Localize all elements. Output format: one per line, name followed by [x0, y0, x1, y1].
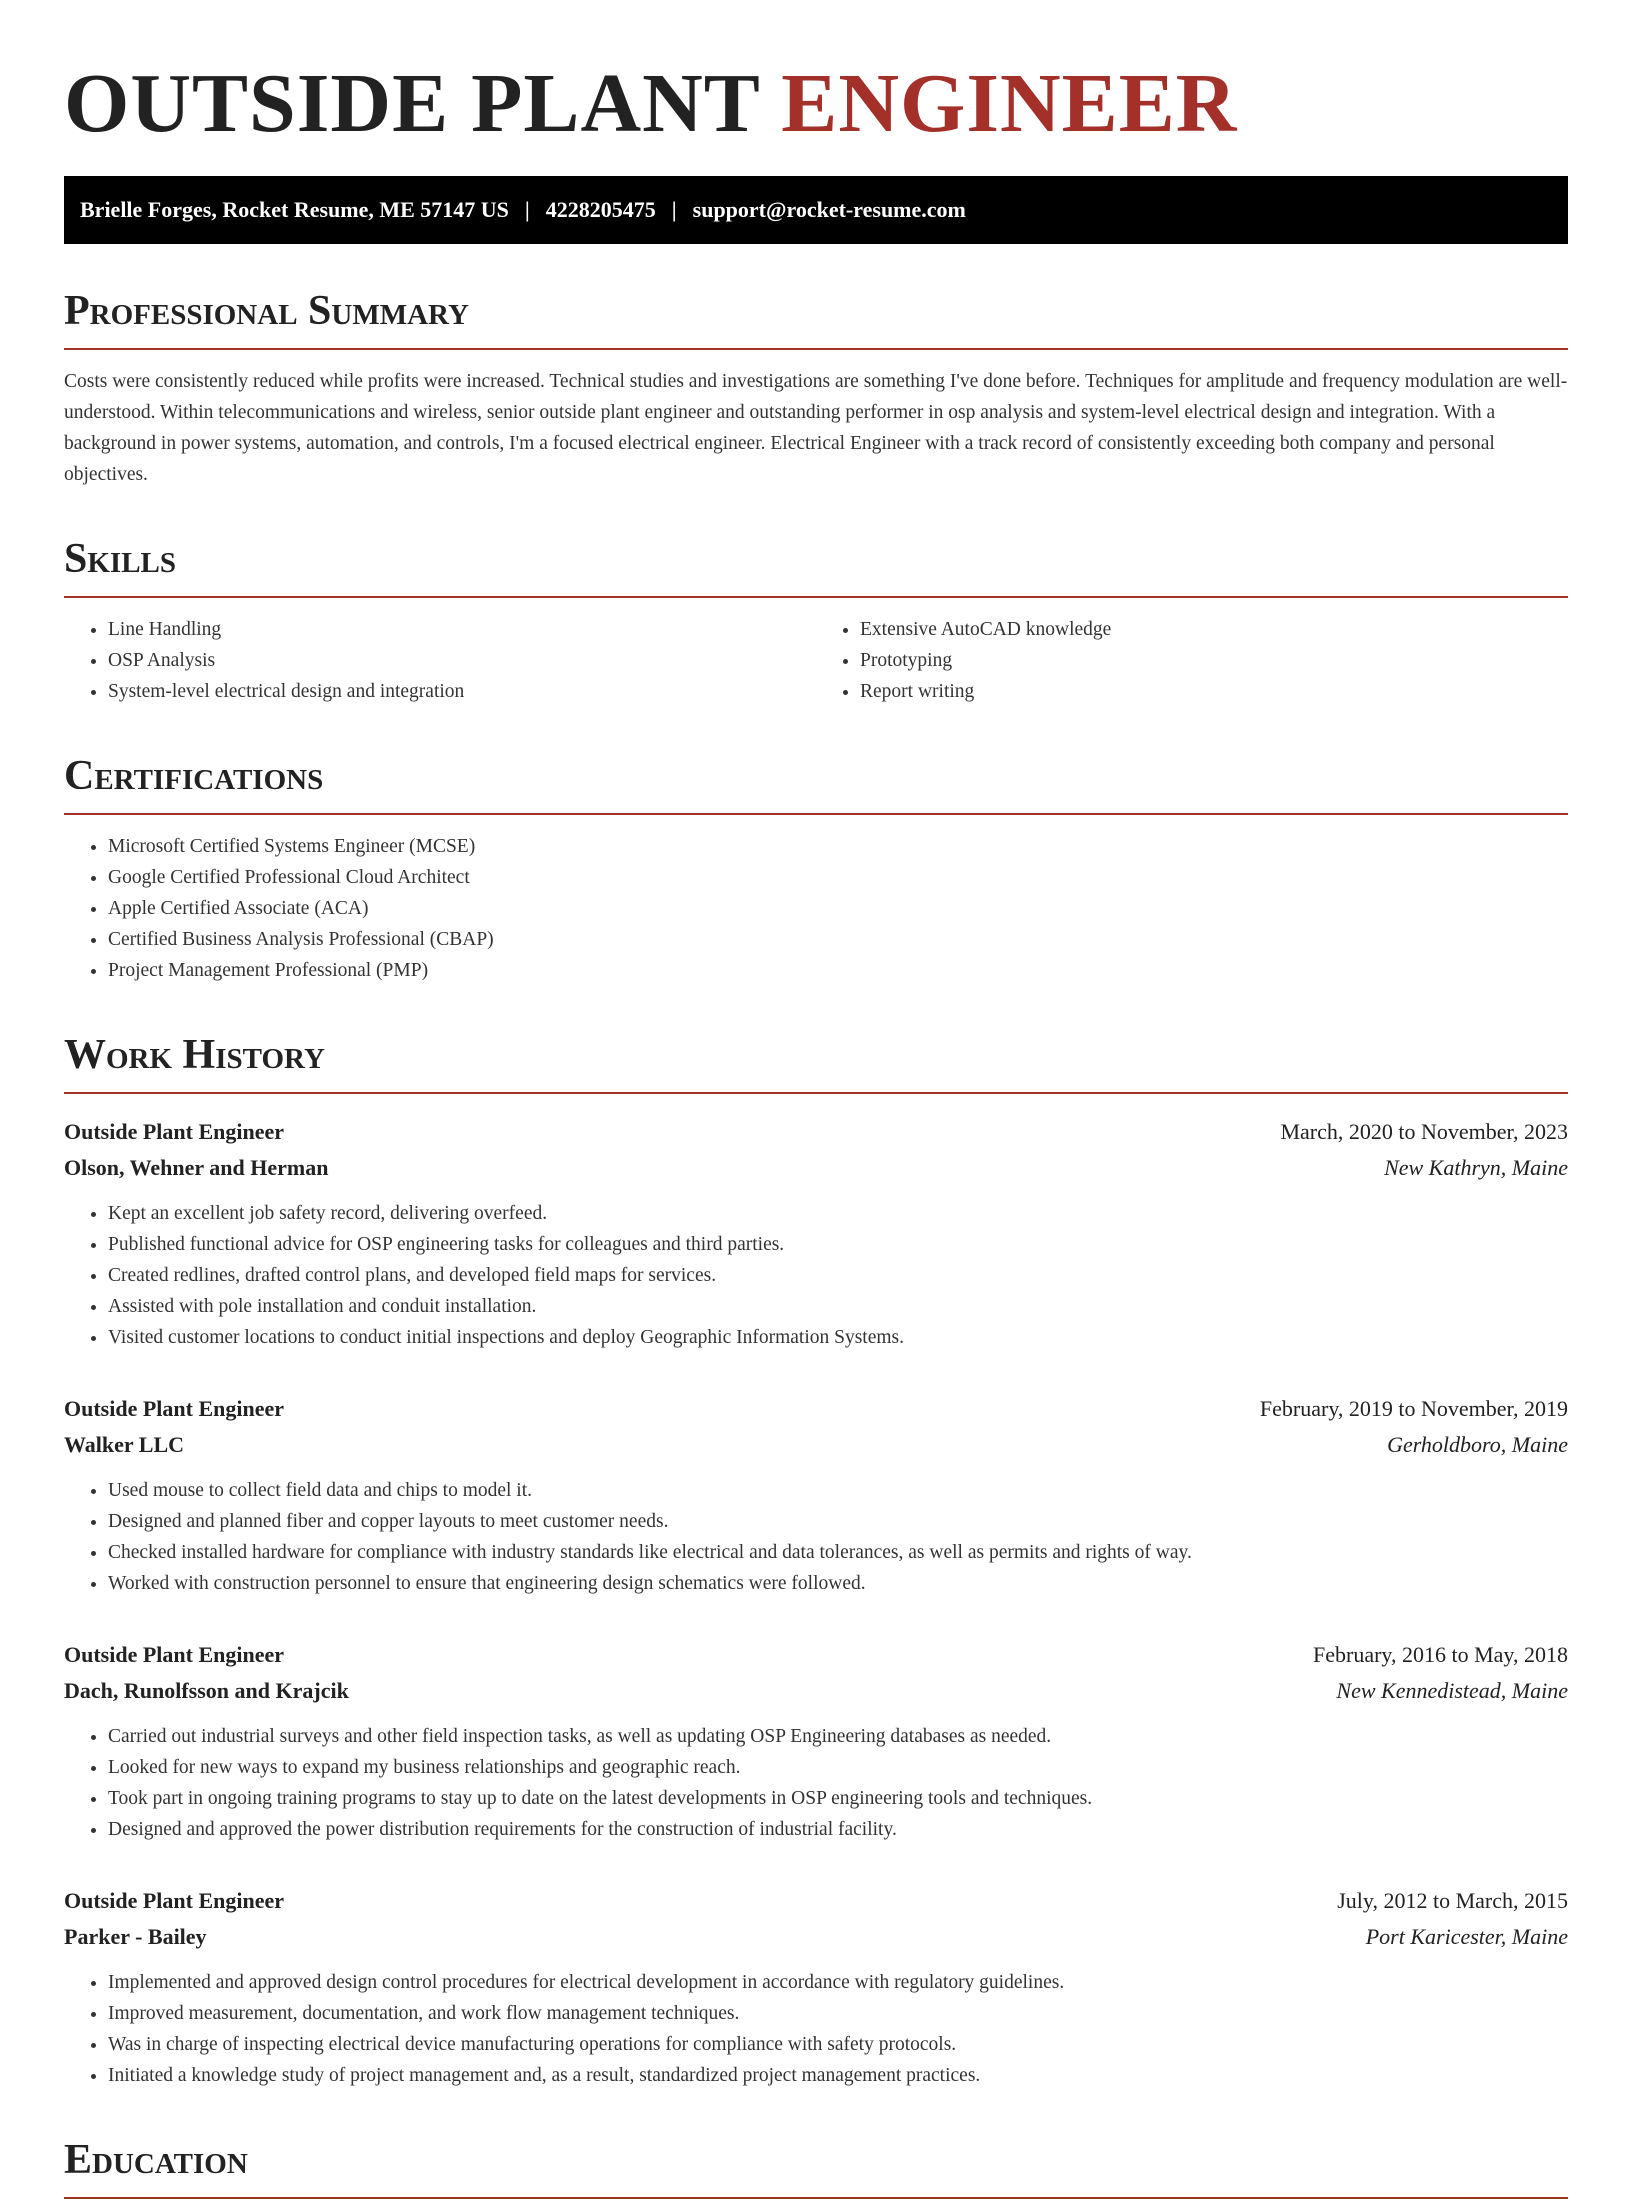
certifications-heading: Certifications — [64, 751, 1568, 815]
summary-heading: Professional Summary — [64, 286, 1568, 350]
job-company: Dach, Runolfsson and Krajcik — [64, 1678, 349, 1703]
job-duties — [64, 1475, 1568, 1599]
skill-item: • System-level electrical design and integration — [108, 676, 816, 707]
job-title: Outside Plant Engineer — [64, 1119, 285, 1144]
resume-page — [64, 0, 1568, 2199]
job-location: New Kennedistead, Maine — [1336, 1678, 1568, 1703]
certification-item: • Certified Business Analysis Professional (CBAP) — [108, 924, 1568, 955]
summary-text: Costs were consistently reduced while profits were increased. Technical studies and investigations are something I've done before. Techniques for amplitude and frequency modulation are well-understood. Within telecommunications and wireless, senior outside plant engineer and outstanding performer in osp analysis and system-level electrical design and integration. With a background in power systems, automation, and controls, I'm a focused electrical engineer. Electrical Engineer with a track record of consistently exceeding both company and personal objectives. — [64, 371, 1568, 485]
job-duty-item: • Designed and planned fiber and copper layouts to meet customer needs. — [108, 1506, 1568, 1537]
job-duty-item: • Checked installed hardware for compliance with industry standards like electrical and data tolerances, as well as permits and rights of way. — [108, 1537, 1568, 1568]
skill-item: • Report writing — [860, 676, 1568, 707]
skill-item: • Prototyping — [860, 645, 1568, 676]
job-title: Outside Plant Engineer — [64, 1888, 285, 1913]
certification-item: • Microsoft Certified Systems Engineer (MCSE) — [108, 831, 1568, 862]
job-company-row — [64, 1427, 1568, 1463]
job-title: Outside Plant Engineer — [64, 1396, 285, 1421]
job-duty-item: • Assisted with pole installation and conduit installation. — [108, 1291, 1568, 1322]
contact-email[interactable]: support@rocket-resume.com — [692, 197, 966, 222]
job-duties — [64, 1967, 1568, 2091]
job-entry — [64, 1637, 1568, 1845]
job-duty-item: • Worked with construction personnel to ensure that engineering design schematics were followed. — [108, 1568, 1568, 1599]
job-company-row — [64, 1150, 1568, 1186]
job-duty-item: • Designed and approved the power distribution requirements for the construction of industrial facility. — [108, 1814, 1568, 1845]
job-location: New Kathryn, Maine — [1384, 1155, 1568, 1180]
job-location: Port Karicester, Maine — [1365, 1924, 1568, 1949]
job-entry — [64, 1114, 1568, 1353]
contact-address: Brielle Forges, Rocket Resume, ME 57147 US — [80, 197, 509, 222]
job-dates: July, 2012 to March, 2015 — [1337, 1888, 1568, 1913]
job-entry — [64, 1883, 1568, 2091]
job-company: Walker LLC — [64, 1432, 185, 1457]
skill-item: • Extensive AutoCAD knowledge — [860, 614, 1568, 645]
job-header-row — [64, 1883, 1568, 1919]
skill-item: • OSP Analysis — [108, 645, 816, 676]
job-duties — [64, 1198, 1568, 1353]
job-entry — [64, 1391, 1568, 1599]
job-duty-item: • Implemented and approved design control procedures for electrical development in accordance with regulatory guidelines. — [108, 1967, 1568, 1998]
job-duty-item: • Looked for new ways to expand my business relationships and geographic reach. — [108, 1752, 1568, 1783]
contact-separator: | — [524, 197, 530, 222]
job-dates: February, 2019 to November, 2019 — [1259, 1396, 1568, 1421]
job-duty-item: • Initiated a knowledge study of project management and, as a result, standardized project management practices. — [108, 2060, 1568, 2091]
education-heading: Education — [64, 2135, 1568, 2199]
job-duties — [64, 1721, 1568, 1845]
title-main: OUTSIDE PLANT — [64, 57, 782, 150]
certification-item: • Google Certified Professional Cloud Architect — [108, 862, 1568, 893]
job-duty-item: • Was in charge of inspecting electrical device manufacturing operations for compliance with safety protocols. — [108, 2029, 1568, 2060]
contact-separator: | — [671, 197, 677, 222]
job-title: Outside Plant Engineer — [64, 1642, 285, 1667]
job-duty-item: • Published functional advice for OSP engineering tasks for colleagues and third parties. — [108, 1229, 1568, 1260]
job-header-row — [64, 1114, 1568, 1150]
job-duty-item: • Used mouse to collect field data and chips to model it. — [108, 1475, 1568, 1506]
job-dates: February, 2016 to May, 2018 — [1313, 1642, 1568, 1667]
contact-bar — [64, 176, 1568, 244]
skill-item: • Line Handling — [108, 614, 816, 645]
job-company-row — [64, 1919, 1568, 1955]
certification-item: • Apple Certified Associate (ACA) — [108, 893, 1568, 924]
job-duty-item: • Took part in ongoing training programs to stay up to date on the latest developments in OSP engineering tools and techniques. — [108, 1783, 1568, 1814]
contact-phone: 4228205475 — [545, 197, 656, 222]
skills-column-left — [64, 614, 816, 707]
job-header-row — [64, 1391, 1568, 1427]
job-dates: March, 2020 to November, 2023 — [1280, 1119, 1568, 1144]
job-duty-item: • Visited customer locations to conduct initial inspections and deploy Geographic Information Systems. — [108, 1322, 1568, 1353]
job-header-row — [64, 1637, 1568, 1673]
certifications-list — [64, 831, 1568, 986]
job-location: Gerholdboro, Maine — [1387, 1432, 1568, 1457]
job-company-row — [64, 1673, 1568, 1709]
job-duty-item: • Carried out industrial surveys and other field inspection tasks, as well as updating OSP Engineering databases as needed. — [108, 1721, 1568, 1752]
job-duty-item: • Created redlines, drafted control plans, and developed field maps for services. — [108, 1260, 1568, 1291]
job-company: Olson, Wehner and Herman — [64, 1155, 329, 1180]
job-company: Parker - Bailey — [64, 1924, 207, 1949]
resume-title — [64, 56, 1568, 152]
skills-heading: Skills — [64, 534, 1568, 598]
job-duty-item: • Improved measurement, documentation, and work flow management techniques. — [108, 1998, 1568, 2029]
title-accent: ENGINEER — [781, 57, 1238, 150]
skills-column-right — [816, 614, 1568, 707]
skills-list — [64, 614, 1568, 707]
certification-item: • Project Management Professional (PMP) — [108, 955, 1568, 986]
work-history-heading: Work History — [64, 1030, 1568, 1094]
job-duty-item: • Kept an excellent job safety record, delivering overfeed. — [108, 1198, 1568, 1229]
